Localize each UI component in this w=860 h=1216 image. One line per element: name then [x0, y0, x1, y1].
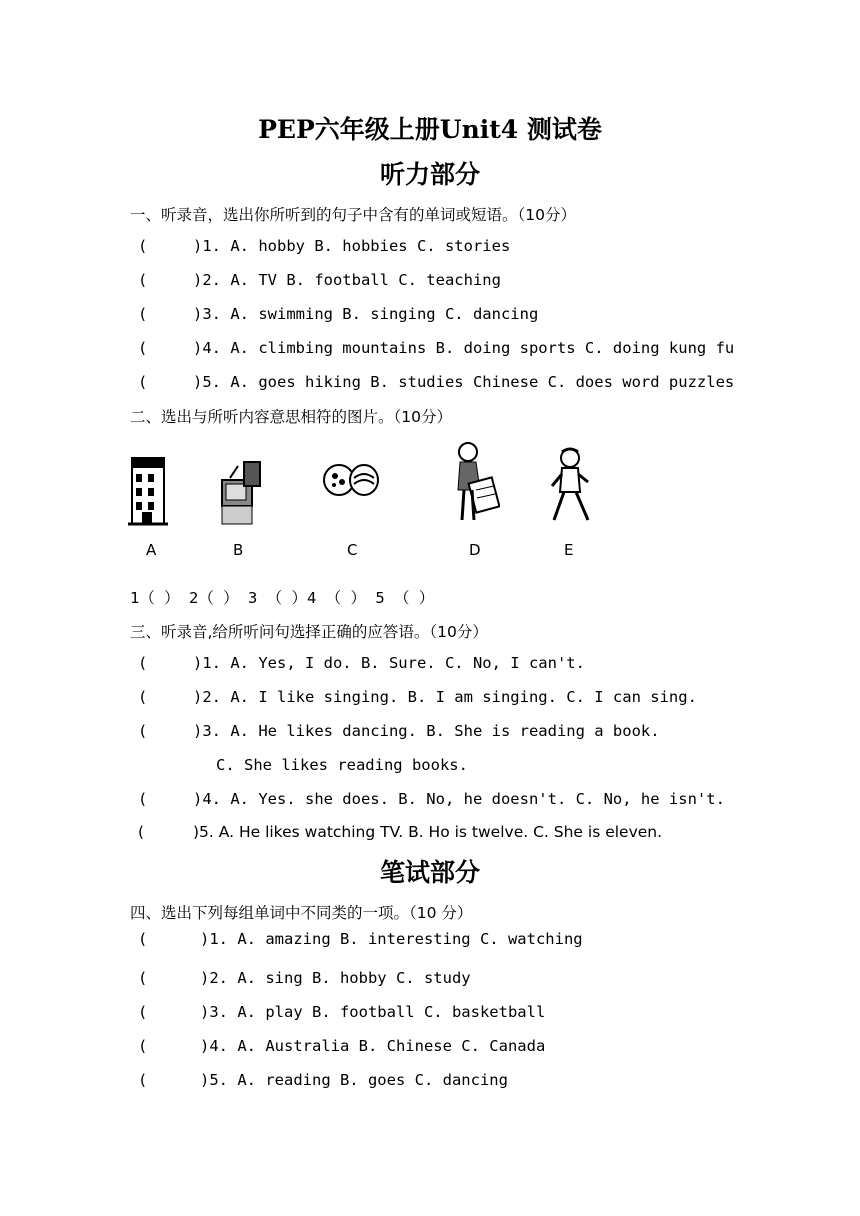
child-with-books-icon: [450, 440, 500, 526]
section-1-heading: 一、听录音，选出你所听到的句子中含有的单词或短语。（10分）: [130, 206, 576, 224]
question-row: ( )2. A. sing B. hobby C. study: [138, 969, 471, 987]
answer-blanks-line: 1（ ） 2（ ） 3 （ ）4 （ ） 5 （ ）: [130, 589, 435, 607]
question-row: ( )1. A. Yes, I do. B. Sure. C. No, I can't.: [138, 654, 585, 672]
picture-label-e: E: [564, 541, 574, 559]
question-row: ( )5. A. reading B. goes C. dancing: [138, 1071, 508, 1089]
question-row: ( )4. A. Australia B. Chinese C. Canada: [138, 1037, 546, 1055]
question-row: ( )4. A. Yes. she does. B. No, he doesn't. C. No, he isn't.: [138, 790, 725, 808]
question-row: ( )5. A. He likes watching TV. B. Ho is twelve. C. She is eleven.: [138, 823, 663, 841]
kung-fu-boy-icon: [550, 446, 592, 526]
question-row: ( )5. A. goes hiking B. studies Chinese C. does word puzzles: [138, 373, 735, 391]
written-part-title: 笔试部分: [379, 858, 480, 887]
question-row: ( )3. A. He likes dancing. B. She is reading a book.: [138, 722, 660, 740]
picture-label-c: C: [347, 541, 358, 559]
picture-label-b: B: [233, 541, 244, 559]
section-4-heading: 四、选出下列每组单词中不同类的一项。（10 分）: [130, 904, 473, 922]
question-row: ( )2. A. TV B. football C. teaching: [138, 271, 501, 289]
question-row-continued: C. She likes reading books.: [216, 756, 468, 774]
question-row: ( )3. A. swimming B. singing C. dancing: [138, 305, 539, 323]
tv-camera-icon: [216, 452, 266, 528]
building-icon: [128, 452, 168, 528]
food-bowls-icon: [322, 458, 380, 502]
question-row: ( )1. A. hobby B. hobbies C. stories: [138, 237, 511, 255]
question-row: ( )2. A. I like singing. B. I am singing. C. I can sing.: [138, 688, 697, 706]
section-2-heading: 二、选出与所听内容意思相符的图片。（10分）: [130, 408, 452, 426]
question-row: ( )3. A. play B. football C. basketball: [138, 1003, 546, 1021]
picture-label-d: D: [469, 541, 481, 559]
page-title: PEP六年级上册Unit4 测试卷: [258, 115, 602, 144]
question-row: ( )1. A. amazing B. interesting C. watching: [138, 930, 583, 948]
question-row: ( )4. A. climbing mountains B. doing sports C. doing kung fu: [138, 339, 735, 357]
section-3-heading: 三、听录音,给所听问句选择正确的应答语。（10分）: [130, 623, 488, 641]
picture-label-a: A: [146, 541, 157, 559]
listening-part-title: 听力部分: [379, 160, 480, 189]
